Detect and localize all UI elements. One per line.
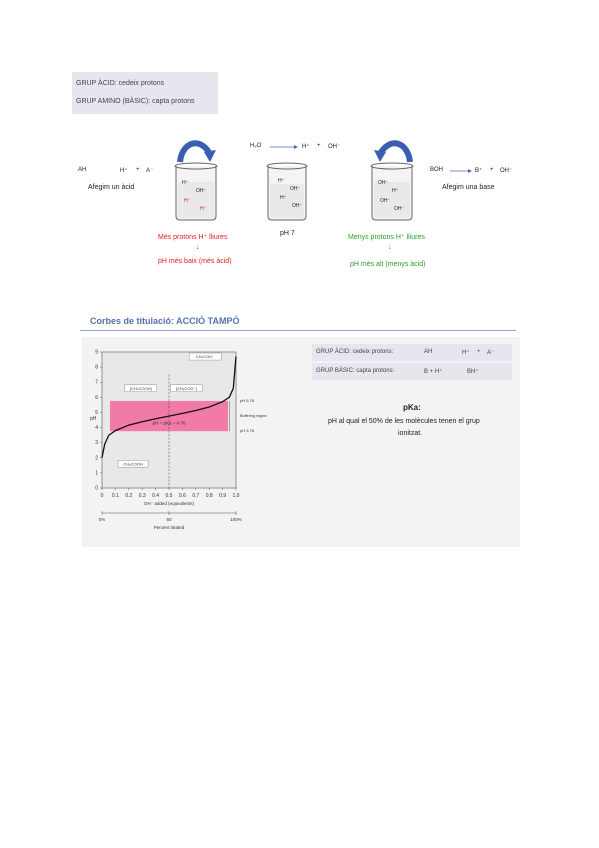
- water-eq-plus: +: [317, 143, 321, 149]
- x-tick-label: 0.1: [111, 493, 119, 499]
- annotation-buffering: Buffering region: [240, 414, 267, 419]
- acid-group-label: GRUP ÀCID: cedeix protons:: [316, 349, 394, 355]
- y-tick-label: 1: [95, 470, 98, 477]
- x-tick-label: 0: [100, 493, 104, 499]
- definitions-box: [72, 72, 218, 114]
- annotation-lower-ph: pH 3.76: [240, 428, 255, 434]
- x2-axis-label: Percent titrated: [153, 525, 185, 530]
- right-result-1: Menys protons H⁺ lliures: [348, 234, 425, 241]
- x-tick-label: 0.6: [178, 493, 186, 499]
- y-tick-label: 6: [95, 394, 98, 401]
- y-tick-label: 5: [95, 409, 98, 416]
- middle-beaker-ion-4: OH⁻: [292, 203, 303, 209]
- middle-beaker-illustration: [262, 160, 312, 226]
- water-eq-arrow: [270, 143, 298, 151]
- left-result-arrow: ↓: [196, 244, 200, 251]
- titration-chart: [86, 342, 267, 542]
- x-tick-label: 1.0: [232, 493, 240, 499]
- right-beaker-ion-1: OH⁻: [378, 180, 389, 186]
- middle-beaker-ion-1: H⁺: [278, 178, 285, 184]
- water-eq-oh: OH⁻: [328, 144, 341, 150]
- acid-definition: GRUP ÀCID: cedeix protons: [76, 80, 165, 87]
- left-beaker-ion-3: H⁺: [184, 198, 191, 204]
- left-beaker-illustration: [160, 132, 230, 224]
- water-eq-h: H⁺: [302, 144, 310, 150]
- x-tick-label: 0.4: [152, 493, 160, 499]
- y-tick-label: 2: [95, 455, 98, 462]
- x-tick-label: 0.2: [125, 493, 133, 499]
- base-eq-plus: +: [490, 167, 494, 173]
- basic-group-label: GRUP BÀSIC: capta protons:: [316, 368, 395, 374]
- x-tick-label: 0.3: [138, 493, 146, 499]
- section-title: Corbes de titulació: ACCIÓ TAMPÓ: [90, 316, 240, 326]
- acid-group-eq-h: H⁺: [462, 350, 470, 356]
- water-eq-h2o: H₂O: [250, 143, 262, 149]
- middle-beaker-caption: pH 7: [280, 230, 295, 237]
- x2-tick-label: 50: [166, 517, 172, 522]
- right-result-2: pH més alt (menys àcid): [350, 261, 426, 268]
- y-tick-label: 4: [95, 425, 98, 432]
- x2-tick-label: 100%: [230, 517, 242, 522]
- annotation-pka: pH = pKa = 4.76: [152, 420, 186, 426]
- right-result-arrow: ↓: [388, 244, 392, 251]
- basic-group-eq-left: B + H⁺: [424, 369, 443, 375]
- base-eq-oh: OH⁻: [500, 168, 513, 174]
- x-tick-label: 0.7: [192, 493, 200, 499]
- x-tick-label: 0.5: [165, 493, 173, 499]
- basic-group-box: [312, 363, 512, 380]
- left-result-2: pH més baix (més àcid): [158, 258, 232, 265]
- acid-group-eq-ah: AH: [424, 349, 433, 355]
- basic-group-eq-right: BH⁺: [467, 369, 479, 375]
- x-axis-label: OH⁻ added (equivalents): [144, 501, 194, 506]
- base-eq-boh: BOH: [430, 167, 444, 173]
- pka-text-line1: pH al qual el 50% de les molècules tenen el grup: [328, 418, 480, 425]
- left-beaker-ion-4: H⁺: [200, 206, 207, 212]
- right-beaker-ion-4: OH⁻: [394, 206, 405, 212]
- right-beaker-ion-2: H⁺: [392, 188, 399, 194]
- y-tick-label: 3: [95, 440, 98, 447]
- right-beaker-caption: Afegim una base: [442, 184, 495, 191]
- left-beaker-caption: Afegim un àcid: [88, 184, 135, 191]
- x2-tick-label: 0%: [98, 517, 106, 522]
- middle-beaker-ion-2: OH⁻: [290, 186, 301, 192]
- middle-beaker-ion-3: H⁺: [280, 195, 287, 201]
- acid-eq-a: A⁻: [146, 168, 154, 174]
- annotation-mid-right: [CH₃COO⁻]: [175, 385, 197, 391]
- y-tick-label: 9: [95, 349, 98, 356]
- acid-group-box: [312, 344, 512, 361]
- left-beaker-ion-1: H⁺: [182, 180, 189, 186]
- y-tick-label: 0: [95, 485, 98, 492]
- left-result-1: Més protons H⁺ lliures: [158, 234, 228, 241]
- acid-group-eq-plus: +: [477, 349, 481, 355]
- acid-eq-plus: +: [136, 167, 140, 173]
- section-divider: [80, 330, 516, 331]
- x-tick-label: 0.8: [205, 493, 213, 499]
- base-eq-arrow: [450, 167, 472, 175]
- y-tick-label: 7: [95, 379, 98, 386]
- acid-group-eq-a: A⁻: [487, 350, 495, 356]
- base-eq-b: B⁺: [475, 168, 483, 174]
- acid-eq-h: H⁺: [120, 168, 128, 174]
- annotation-bottom: CH₃COOH: [123, 461, 143, 467]
- y-axis-label: pH: [90, 416, 97, 422]
- y-tick-label: 8: [95, 364, 98, 371]
- annotation-mid-left: [CH₃COOH]: [129, 385, 152, 391]
- pka-title: pKa:: [403, 403, 421, 412]
- pka-text-line2: ionitzat.: [398, 430, 423, 437]
- acid-eq-ah: AH: [78, 167, 87, 173]
- left-beaker-ion-2: OH⁻: [196, 188, 207, 194]
- annotation-upper-ph: pH 5.76: [240, 397, 255, 403]
- x-tick-label: 0.9: [219, 493, 227, 499]
- right-beaker-ion-3: OH⁻: [380, 198, 391, 204]
- annotation-top: CH₃COO⁻: [195, 354, 215, 360]
- amino-definition: GRUP AMINO (BÀSIC): capta protons: [76, 98, 195, 105]
